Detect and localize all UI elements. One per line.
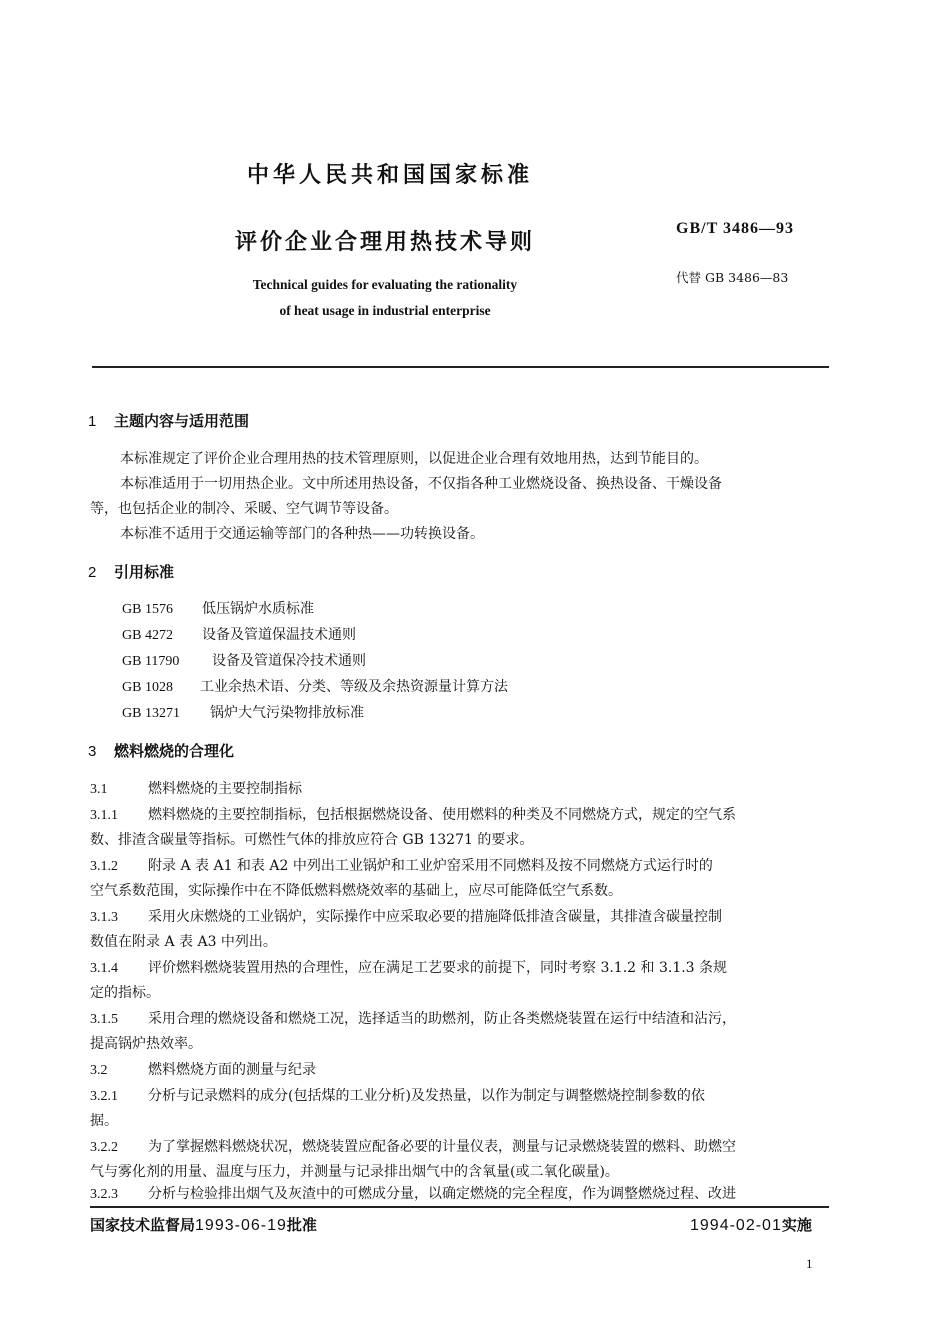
clause-text-continued: 提高锅炉热效率。: [90, 1036, 202, 1052]
clause-number: 3.2.1: [90, 1089, 118, 1104]
clause-text-continued: 数、排渣含碳量等指标。可燃性气体的排放应符合 GB 13271 的要求。: [90, 832, 534, 848]
clause-number: 3.2: [90, 1063, 108, 1078]
clause-number: 3.1.1: [90, 808, 118, 823]
clause-text: 分析与记录燃料的成分(包括煤的工业分析)及发热量，以作为制定与调整燃烧控制参数的依: [148, 1088, 705, 1104]
approval-date: 1993-06-19: [195, 1217, 287, 1234]
approval-org: 国家技术监督局: [90, 1216, 196, 1234]
clause-number: 3.1.2: [90, 859, 118, 874]
clause-3-1-3: [90, 906, 722, 926]
paragraph-continued: 等，也包括企业的制冷、采暖、空气调节等设备。: [90, 501, 398, 517]
effective-date: 1994-02-01: [690, 1217, 782, 1234]
clause-3-1-5: [90, 1008, 736, 1028]
clause-text: 燃料燃烧的主要控制指标: [148, 781, 302, 797]
reference-item: [122, 702, 364, 722]
section-number: 2: [88, 564, 97, 581]
clause-text: 采用火床燃烧的工业锅炉，实际操作中应采取必要的措施降低排渣含碳量，其排渣含碳量控制: [148, 909, 722, 925]
clause-number: 3.1.5: [90, 1012, 118, 1027]
approval-line: [90, 1214, 317, 1235]
header-divider: [92, 366, 829, 368]
document-title-en-line2: of heat usage in industrial enterprise: [279, 303, 491, 318]
clause-3-1-4: [90, 957, 727, 977]
clause-text-continued: 据。: [90, 1113, 118, 1129]
footer-divider: [90, 1206, 829, 1208]
clause-text: 为了掌握燃料燃烧状况，燃烧装置应配备必要的计量仪表，测量与记录燃烧装置的燃料、助燃空: [148, 1139, 736, 1155]
clause-3-2-1: [90, 1085, 705, 1105]
clause-text-continued: 定的指标。: [90, 985, 160, 1001]
reference-code: GB 1028: [122, 680, 173, 695]
clause-3-1: [90, 778, 302, 798]
standard-code: GB/T 3486—93: [676, 220, 794, 237]
clause-number: 3.1.3: [90, 910, 118, 925]
section-title: 引用标准: [114, 563, 175, 581]
section-1-heading: [88, 410, 249, 431]
effective-line: [690, 1214, 812, 1235]
reference-name: 锅炉大气污染物排放标准: [210, 705, 364, 721]
reference-item: [122, 676, 508, 696]
reference-item: [122, 624, 356, 644]
approval-label: 批准: [286, 1216, 317, 1234]
paragraph: 本标准适用于一切用热企业。文中所述用热设备，不仅指各种工业燃烧设备、换热设备、干燥设备: [120, 476, 722, 492]
reference-code: GB 1576: [122, 602, 173, 617]
reference-item: [122, 650, 366, 670]
reference-name: 设备及管道保温技术通则: [202, 627, 356, 643]
replaces-standard: 代替 GB 3486—83: [676, 270, 789, 285]
reference-code: GB 13271: [122, 706, 180, 721]
clause-text: 评价燃料燃烧装置用热的合理性，应在满足工艺要求的前提下，同时考察 3.1.2 和 3.1.3 条规: [148, 960, 728, 976]
clause-number: 3.2.2: [90, 1140, 118, 1155]
clause-text-continued: 空气系数范围，实际操作中在不降低燃料燃烧效率的基础上，应尽可能降低空气系数。: [90, 883, 622, 899]
reference-code: GB 11790: [122, 654, 180, 669]
clause-text: 采用合理的燃烧设备和燃烧工况，选择适当的助燃剂，防止各类燃烧装置在运行中结渣和沾污，: [148, 1011, 736, 1027]
clause-3-1-2: [90, 855, 713, 875]
section-number: 1: [88, 413, 97, 430]
clause-text: 燃料燃烧方面的测量与纪录: [148, 1062, 316, 1078]
reference-name: 工业余热术语、分类、等级及余热资源量计算方法: [200, 679, 508, 695]
document-title-zh: 评价企业合理用热技术导则: [234, 229, 535, 255]
effective-label: 实施: [781, 1216, 812, 1234]
section-3-heading: [88, 740, 234, 761]
section-title: 主题内容与适用范围: [114, 412, 250, 430]
section-title: 燃料燃烧的合理化: [114, 742, 235, 760]
clause-text: 附录 A 表 A1 和表 A2 中列出工业锅炉和工业炉窑采用不同燃料及按不同燃烧方式运行时的: [148, 858, 713, 874]
clause-number: 3.2.3: [90, 1187, 118, 1202]
reference-name: 设备及管道保冷技术通则: [212, 653, 366, 669]
clause-3-2: [90, 1059, 316, 1079]
reference-name: 低压锅炉水质标准: [202, 601, 314, 617]
clause-number: 3.1: [90, 782, 108, 797]
clause-3-1-1: [90, 804, 736, 824]
reference-item: [122, 598, 314, 618]
paragraph: 本标准不适用于交通运输等部门的各种热——功转换设备。: [120, 526, 484, 542]
section-2-heading: [88, 561, 174, 582]
document-title-en-line1: Technical guides for evaluating the rationality: [252, 277, 518, 292]
clause-text-continued: 气与雾化剂的用量、温度与压力，并测量与记录排出烟气中的含氧量(或二氧化碳量)。: [90, 1164, 619, 1180]
paragraph: 本标准规定了评价企业合理用热的技术管理原则，以促进企业合理有效地用热，达到节能目的。: [120, 451, 708, 467]
clause-text: 分析与检验排出烟气及灰渣中的可燃成分量，以确定燃烧的完全程度，作为调整燃烧过程、改进: [148, 1186, 736, 1202]
reference-code: GB 4272: [122, 628, 173, 643]
clause-text: 燃料燃烧的主要控制指标，包括根据燃烧设备、使用燃料的种类及不同燃烧方式，规定的空气系: [148, 807, 736, 823]
section-number: 3: [88, 743, 97, 760]
clause-3-2-3: [90, 1183, 736, 1203]
country-standard-heading: 中华人民共和国国家标准: [246, 162, 533, 188]
clause-text-continued: 数值在附录 A 表 A3 中列出。: [90, 934, 277, 950]
clause-3-2-2: [90, 1136, 736, 1156]
page-number: 1: [806, 1256, 813, 1271]
clause-number: 3.1.4: [90, 961, 118, 976]
